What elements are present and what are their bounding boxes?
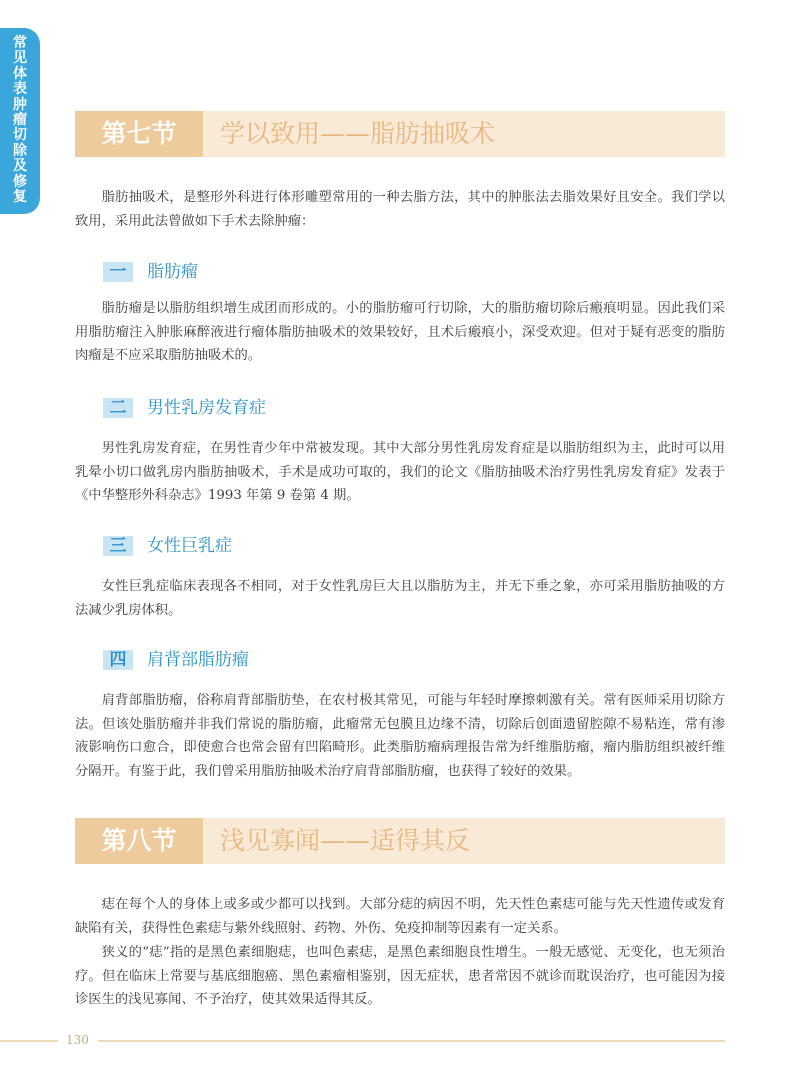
subsection-text: 男性乳房发育症，在男性青少年中常被发现。其中大部分男性乳房发育症是以脂肪组织为主，此时可以用乳晕小切口做乳房内脂肪抽吸术，手术是成功可取的，我们的论文《脂肪抽吸术治疗男性乳房发育症》发表于《中华整形外科杂志》1993 年第 9 卷第 4 期。	[75, 441, 725, 503]
subsection-title: 男性乳房发育症	[147, 398, 266, 418]
subsection-number-box	[103, 650, 133, 670]
section-banner-7	[75, 111, 725, 157]
subsection-number-box	[103, 398, 133, 418]
footer-rule-left	[0, 1040, 58, 1042]
chapter-title: 常见体表肿瘤切除及修复	[13, 35, 27, 206]
subsection-title: 脂肪瘤	[147, 262, 198, 282]
footer-rule-right	[98, 1040, 725, 1042]
subsection-text: 肩背部脂肪瘤，俗称肩背部脂肪垫，在农村极其常见，可能与年轻时摩擦刺激有关。常有医师采用切除方法。但该处脂肪瘤并非我们常说的脂肪瘤，此瘤常无包膜且边缘不清，切除后创面遗留腔隙不易粘连，常有渗液影响伤口愈合，即使愈合也常会留有凹陷畸形。此类脂肪瘤病理报告常为纤维脂肪瘤，瘤内脂肪组织被纤维分隔开。有鉴于此，我们曾采用脂肪抽吸术治疗肩背部脂肪瘤，也获得了较好的效果。	[75, 693, 725, 779]
subsection-number: 一	[109, 262, 127, 282]
subsection-text: 女性巨乳症临床表现各不相同，对于女性乳房巨大且以脂肪为主，并无下垂之象，亦可采用脂肪抽吸的方法减少乳房体积。	[75, 579, 725, 618]
subsection-number-box	[103, 262, 133, 282]
subsection-number-box	[103, 536, 133, 556]
section-intro: 脂肪抽吸术，是整形外科进行体形雕塑常用的一种去脂方法，其中的肿胀法去脂效果好且安全。我们学以致用，采用此法曾做如下手术去除肿瘤：	[75, 190, 725, 229]
section-title: 学以致用——脂肪抽吸术	[220, 119, 496, 148]
page-number: 130	[66, 1033, 89, 1047]
body-paragraph: 痣在每个人的身体上或多或少都可以找到。大部分痣的病因不明，先天性色素痣可能与先天性遗传或发育缺陷有关，获得性色素痣与紫外线照射、药物、外伤、免疫抑制等因素有一定关系。	[75, 897, 725, 936]
subsection-text: 脂肪瘤是以脂肪组织增生成团而形成的。小的脂肪瘤可行切除，大的脂肪瘤切除后瘢痕明显。因此我们采用脂肪瘤注入肿胀麻醉液进行瘤体脂肪抽吸术的效果较好，且术后瘢痕小，深受欢迎。但对于疑有恶变的脂肪肉瘤是不应采取脂肪抽吸术的。	[75, 301, 725, 363]
subsection-title: 女性巨乳症	[147, 536, 232, 556]
subsection-number: 二	[109, 398, 127, 418]
section-banner-8	[75, 818, 725, 864]
section-number: 第八节	[75, 818, 203, 864]
body-paragraph: 狭义的“痣”指的是黑色素细胞痣，也叫色素痣，是黑色素细胞良性增生。一般无感觉、无变化，也无须治疗。但在临床上常要与基底细胞癌、黑色素瘤相鉴别，因无症状，患者常因不就诊而耽误治疗，也可能因为接诊医生的浅见寡闻、不予治疗，使其效果适得其反。	[75, 945, 725, 1007]
subsection-number: 四	[109, 650, 127, 670]
subsection-number: 三	[109, 536, 127, 556]
section-number: 第七节	[75, 111, 203, 157]
section-title: 浅见寡闻——适得其反	[220, 826, 471, 855]
chapter-side-tab	[0, 28, 40, 214]
subsection-title: 肩背部脂肪瘤	[147, 650, 249, 670]
